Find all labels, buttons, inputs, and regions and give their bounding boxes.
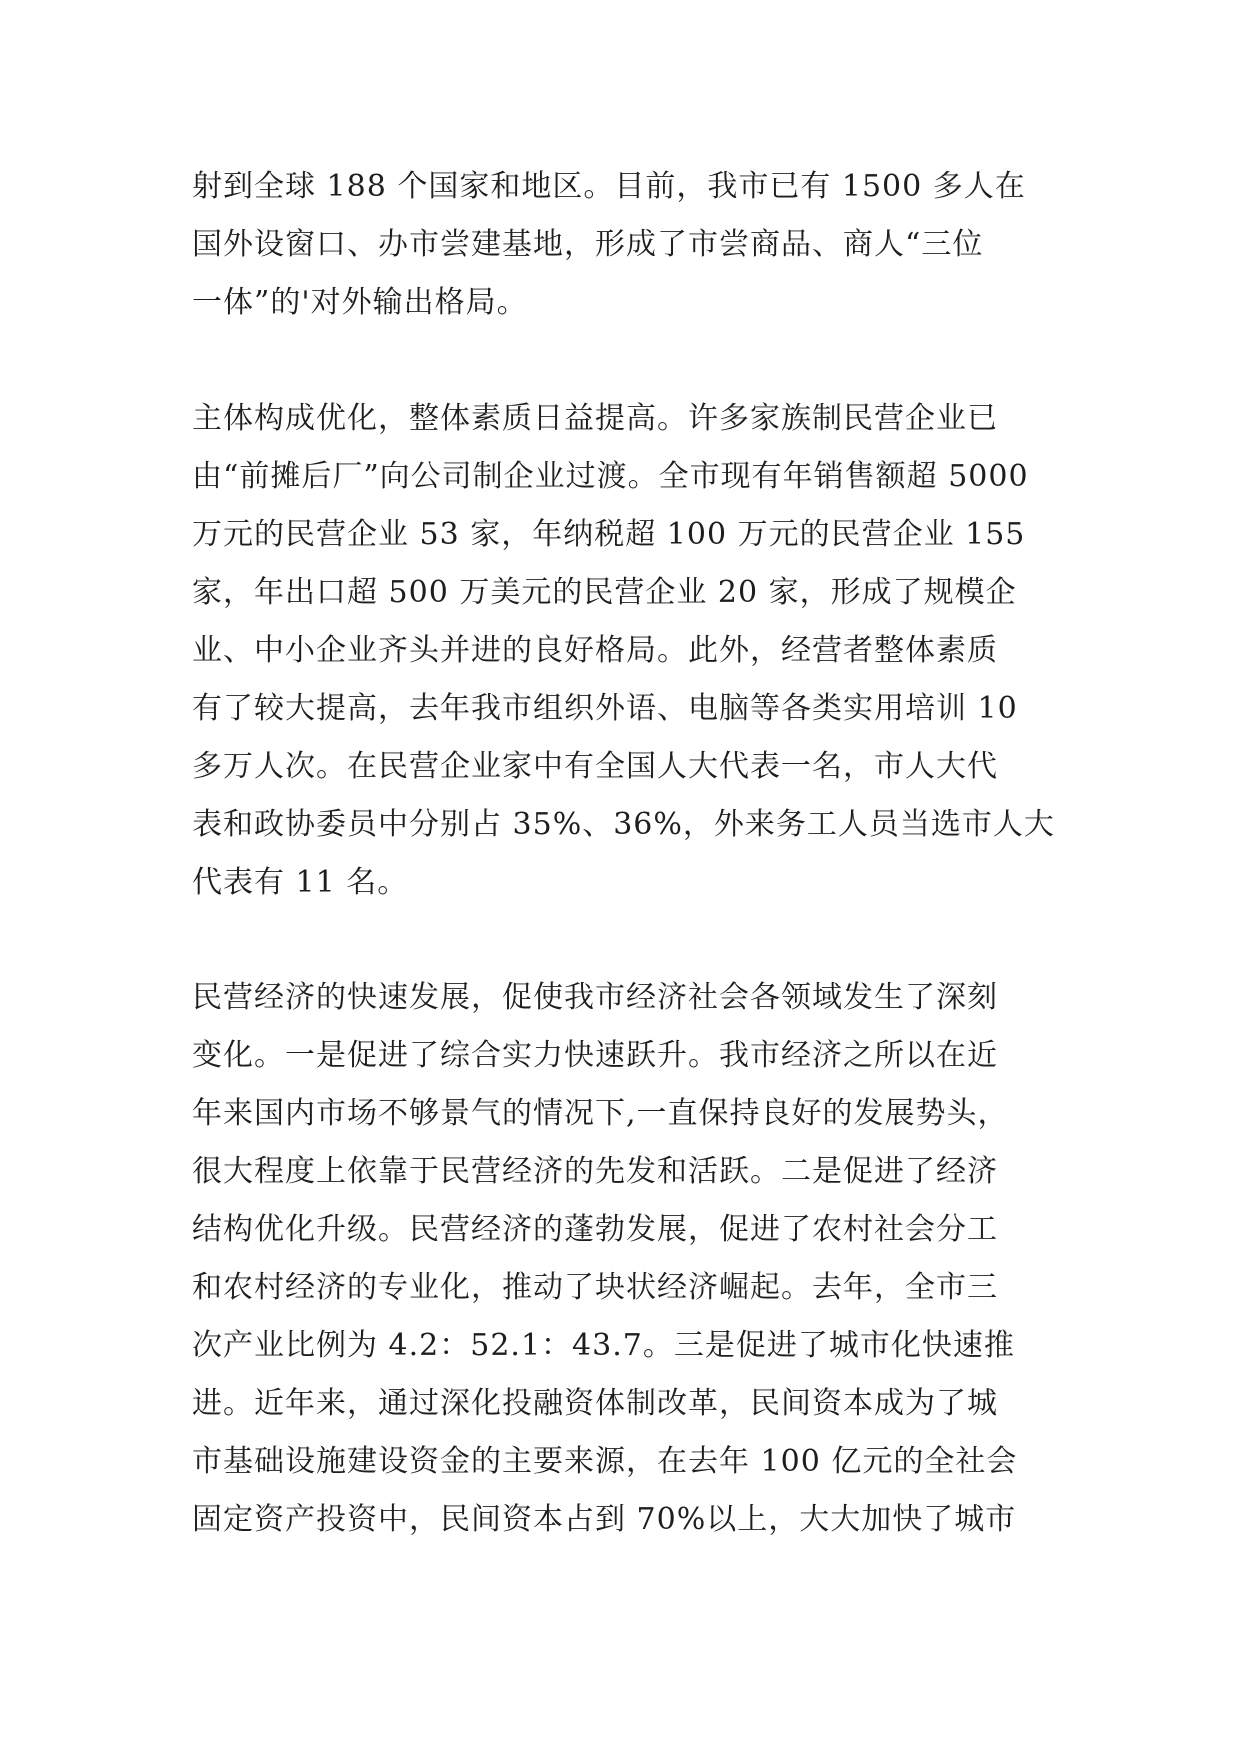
text-line: 国外设窗口、办市尝建基地，形成了市尝商品、商人“三位 — [192, 227, 984, 262]
text-line: 射到全球 188 个国家和地区。目前，我市已有 1500 多人在 — [192, 169, 1026, 204]
text-line: 代表有 11 名。 — [192, 865, 409, 900]
text-line: 和农村经济的专业化，推动了块状经济崛起。去年，全市三 — [192, 1270, 998, 1305]
text-line: 固定资产投资中，民间资本占到 70%以上，大大加快了城市 — [192, 1502, 1017, 1537]
paragraph-economic-impact — [192, 969, 1052, 1549]
text-line: 次产业比例为 4.2：52.1：43.7。三是促进了城市化快速推 — [192, 1328, 1015, 1363]
text-line: 有了较大提高，去年我市组织外语、电脑等各类实用培训 10 — [192, 691, 1018, 726]
text-line: 一体”的'对外输出格局。 — [192, 285, 528, 320]
text-line: 市基础设施建设资金的主要来源，在去年 100 亿元的全社会 — [192, 1444, 1018, 1479]
text-line: 多万人次。在民营企业家中有全国人大代表一名，市人大代 — [192, 749, 998, 784]
text-line: 变化。一是促进了综合实力快速跃升。我市经济之所以在近 — [192, 1038, 998, 1073]
paragraph-enterprise-structure — [192, 390, 1055, 912]
text-line: 民营经济的快速发展，促使我市经济社会各领域发生了深刻 — [192, 980, 998, 1015]
text-line: 进。近年来，通过深化投融资体制改革，民间资本成为了城 — [192, 1386, 998, 1421]
text-line: 家，年出口超 500 万美元的民营企业 20 家，形成了规模企 — [192, 575, 1017, 610]
text-line: 业、中小企业齐头并进的良好格局。此外，经营者整体素质 — [192, 633, 998, 668]
text-line: 表和政协委员中分别占 35%、36%，外来务工人员当选市人大 — [192, 807, 1055, 842]
text-line: 由“前摊后厂”向公司制企业过渡。全市现有年销售额超 5000 — [192, 459, 1029, 494]
text-line: 结构优化升级。民营经济的蓬勃发展，促进了农村社会分工 — [192, 1212, 998, 1247]
text-line: 万元的民营企业 53 家，年纳税超 100 万元的民营企业 155 — [192, 517, 1026, 552]
paragraph-overseas-network — [192, 158, 1052, 332]
text-line: 主体构成优化，整体素质日益提高。许多家族制民营企业已 — [192, 401, 998, 436]
text-line: 年来国内市场不够景气的情况下,一直保持良好的发展势头， — [192, 1096, 1009, 1131]
text-line: 很大程度上依靠于民营经济的先发和活跃。二是促进了经济 — [192, 1154, 998, 1189]
